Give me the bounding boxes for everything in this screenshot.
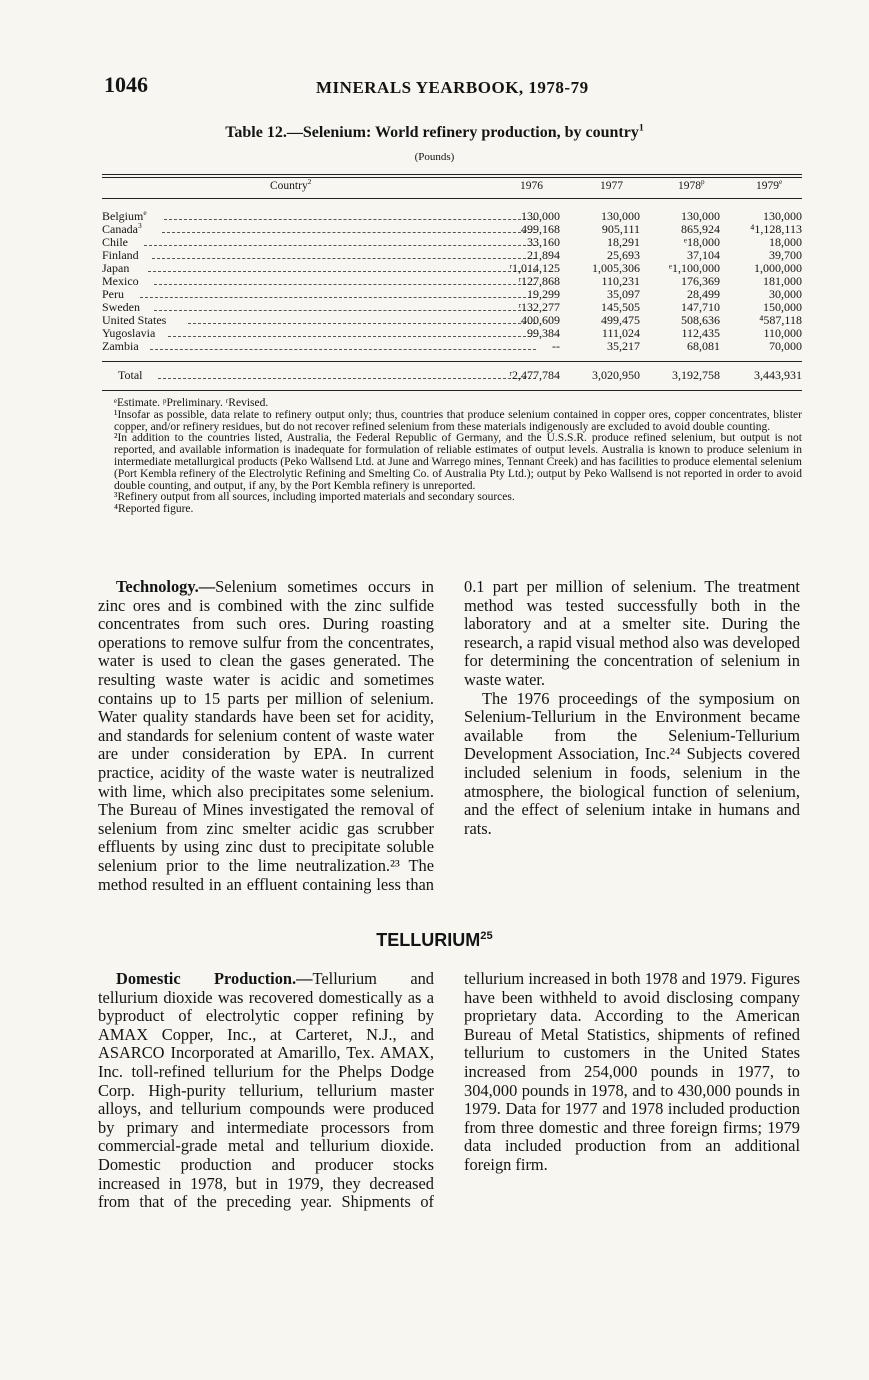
row-leader-dots (154, 310, 536, 311)
total-label: Total (118, 368, 143, 382)
total-value-1978: 3,192,758 (672, 368, 720, 382)
column-header-1976: 1976 (520, 180, 543, 192)
row-value-1976: 499,168 (521, 222, 560, 236)
row-value-1979: 181,000 (763, 274, 802, 288)
row-leader-dots (148, 271, 536, 272)
row-value-1978: ᵉ18,000 (683, 235, 720, 249)
row-leader-dots (140, 297, 536, 298)
row-country-name: Zambia (102, 339, 139, 353)
row-value-1978: 130,000 (681, 209, 720, 223)
row-country-name: Peru (102, 287, 124, 301)
row-country-note: 3 (137, 221, 142, 230)
row-value-1976: ʳ132,277 (518, 300, 560, 314)
row-value-1979: 110,000 (763, 326, 802, 340)
technology-text-1: Selenium sometimes occurs in zinc ores and is combined with the zinc sulfide concentrates from such ores. During roasting operations to remove sulfur from the concentrates, water is used to clean the gases generated. The resulting waste water is acidic and sometimes contains up to 15 parts per million of selenium. Water quality standards have been set for acidity, and standards for selenium content of waste water are under consideration by EPA. In current practice, acidity of the waste water is neutralized with lime, which also precipitates some selenium. The Bureau of Mines investigated the removal of selenium from zinc smelter acidic gas scrubber effluents by using zinc dust to precipitate soluble selenium prior to the lime neutralization.²³ The method resulted in an effluent containing less than 0.1 part per million of selenium. The treatment method was tested successfully both in the laboratory and at a smelter site. During the research, a rapid visual method also was developed for determining the concentration of selenium in waste water. (98, 577, 800, 894)
technology-heading: Technology.— (116, 577, 216, 596)
row-leader-dots (144, 245, 536, 246)
row-value-1976: -- (552, 339, 560, 353)
row-value-1976: 19,299 (527, 287, 560, 301)
row-country (102, 340, 139, 353)
row-value-1978: ᵉ1,100,000 (668, 261, 720, 275)
row-value-1979: 70,000 (769, 339, 802, 353)
row-value-1978: 112,435 (681, 326, 720, 340)
table-header-rule (102, 198, 802, 199)
row-leader-dots (154, 284, 536, 285)
row-value-1979: 18,000 (769, 235, 802, 249)
column-header-1979-text: 1979 (756, 180, 779, 192)
tellurium-heading-note: 25 (480, 930, 493, 942)
row-value-1976: 400,609 (521, 313, 560, 327)
row-value-1978: 68,081 (687, 339, 720, 353)
row-value-1977: 35,217 (607, 339, 640, 353)
row-value-1976: 33,160 (527, 235, 560, 249)
footnote-1: ¹Insofar as possible, data relate to refinery output only; thus, countries that produce selenium contained in copper ores, copper concentrates, blister copper, and/or refinery residues, but do not recover refined selenium from these materials indigenously are excluded to avoid double counting. (114, 408, 802, 433)
technology-columns (98, 578, 800, 904)
row-value-1976: 99,384 (527, 326, 560, 340)
row-value-1978: 176,369 (681, 274, 720, 288)
row-value-1979: 130,000 (763, 209, 802, 223)
row-value-1979: 39,700 (769, 248, 802, 262)
tellurium-heading-text: TELLURIUM (376, 930, 481, 950)
row-value-1977: 905,111 (601, 222, 640, 236)
table-title (0, 124, 869, 142)
row-value-1978: 508,636 (681, 313, 720, 327)
page-number: 1046 (104, 72, 148, 97)
row-value-1979: 150,000 (763, 300, 802, 314)
row-value-1978: 28,499 (687, 287, 720, 301)
row-value-1979: ⁴1,128,113 (750, 222, 802, 236)
row-country-name: Yugoslavia (102, 326, 156, 340)
row-country-name: Mexico (102, 274, 139, 288)
column-header-1977: 1977 (600, 180, 623, 192)
table-bottom-rule (102, 390, 802, 391)
table-title-note: 1 (638, 122, 644, 134)
table-top-rule-2 (102, 177, 802, 178)
row-value-1979: ⁴587,118 (759, 313, 802, 327)
row-value-1979: 1,000,000 (754, 261, 802, 275)
column-header-1978 (678, 180, 705, 192)
row-country-note: e (143, 208, 147, 217)
footnote-legend: ᵉEstimate. ᵖPreliminary. ʳRevised. (114, 397, 269, 409)
column-header-country-text: Country (270, 180, 308, 192)
row-value-1977: 35,097 (607, 287, 640, 301)
row-leader-dots (152, 258, 536, 259)
column-header-country-note: 2 (307, 178, 312, 187)
row-value-1977: 111,024 (601, 326, 640, 340)
table-row (102, 340, 802, 353)
row-value-1976: 130,000 (521, 209, 560, 223)
total-value-1979: 3,443,931 (754, 368, 802, 382)
tellurium-text-1: Tellurium and tellurium dioxide was recovered domestically as a byproduct of electrolytic copper refining by AMAX Copper, Inc., at Carteret, N.J., and ASARCO Incorporated at Amarillo, Tex. AMAX, Inc. toll-refined tellurium for the Phelps Dodge Corp. High-purity tellurium, tellurium master alloys, and tellurium compounds were produced by primary and intermediate processors from commercial-grade metal and tellurium dioxide. Domestic production and producer stocks increased in 1978, but in 1979, they decreased from that of the preceding year. Shipments of tellurium increased in both 1978 and 1979. Figures have been withheld to avoid disclosing company proprietary data. According to the American Bureau of Metal Statistics, shipments of refined tellurium to customers in the United States increased from 254,000 pounds in 1977, to 304,000 pounds in 1978, and to 430,000 pounds in 1979. Data for 1977 and 1978 included production from three domestic and three foreign firms; 1979 data included production from an additional foreign firm. (98, 969, 800, 1212)
table-footnotes (114, 398, 802, 516)
tellurium-columns (98, 970, 800, 1220)
row-value-1976: 21,894 (527, 248, 560, 262)
row-value-1977: 1,005,306 (592, 261, 640, 275)
column-header-1978-sup: p (701, 178, 705, 187)
table-total-rule (102, 361, 802, 362)
row-country-name: Belgium (102, 209, 144, 223)
table-unit: (Pounds) (414, 151, 455, 163)
row-value-1977: 25,693 (607, 248, 640, 262)
running-title: MINERALS YEARBOOK, 1978-79 (316, 78, 589, 97)
tellurium-section (98, 970, 800, 1220)
table-total-row (118, 369, 802, 382)
tellurium-heading (0, 930, 869, 951)
domestic-production-heading: Domestic Production.— (116, 969, 313, 988)
row-country-name: Japan (102, 261, 130, 275)
row-leader-dots (150, 349, 536, 350)
row-value-1976: ʳ127,868 (518, 274, 560, 288)
row-value-1976: ʳ1,014,125 (509, 261, 560, 275)
row-value-1977: 18,291 (607, 235, 640, 249)
row-country-name: Finland (102, 248, 139, 262)
technology-section (98, 577, 800, 904)
row-value-1979: 30,000 (769, 287, 802, 301)
row-value-1978: 37,104 (687, 248, 720, 262)
table-title-text: Table 12.—Selenium: World refinery production, by country (225, 124, 639, 141)
row-value-1978: 865,924 (681, 222, 720, 236)
row-value-1977: 145,505 (601, 300, 640, 314)
technology-paragraph-2: The 1976 proceedings of the symposium on Selenium-Tellurium in the Environment became available from the Selenium-Tellurium Development Association, Inc.²⁴ Subjects covered included selenium in foods, selenium in the atmosphere, the biological function of selenium, and the effect of selenium intake in humans and rats. (464, 688, 800, 838)
row-value-1977: 130,000 (601, 209, 640, 223)
row-value-1978: 147,710 (681, 300, 720, 314)
row-value-1977: 110,231 (601, 274, 640, 288)
column-header-1979 (756, 180, 782, 192)
row-country-name: United States (102, 313, 167, 327)
row-country-name: Canada (102, 222, 138, 236)
row-country-name: Chile (102, 235, 128, 249)
table-top-rule (102, 174, 802, 175)
column-header-1979-sup: e (779, 178, 783, 187)
column-header-1978-text: 1978 (678, 180, 701, 192)
footnote-4: ⁴Reported figure. (114, 503, 194, 516)
total-value-1976: ʳ2,477,784 (509, 368, 560, 382)
column-header-country (270, 180, 311, 192)
tellurium-paragraph-1 (98, 970, 800, 1220)
total-value-1977: 3,020,950 (592, 368, 640, 382)
footnote-3: ³Refinery output from all sources, including imported materials and secondary sources. (114, 491, 515, 504)
footnote-2: ²In addition to the countries listed, Australia, the Federal Republic of Germany, and the U.S.S.R. produce refined selenium, but output is not reported, and available information is inadequate for formulation of reliable estimates of output levels. Australia is known to produce selenium in intermediate metallurgical products (Peko Wallsend Ltd. at June and Warrego mines, Tennant Creek) and has facilities to produce elemental selenium (Port Kembla refinery of the Electrolytic Refining and Smelting Co. of Australia Pty Ltd.); output by Peko Wallsend is not reported in order to avoid double counting, and output, if any, by the Port Kembla refinery is unreported. (114, 432, 802, 492)
row-country-name: Sweden (102, 300, 140, 314)
row-value-1977: 499,475 (601, 313, 640, 327)
